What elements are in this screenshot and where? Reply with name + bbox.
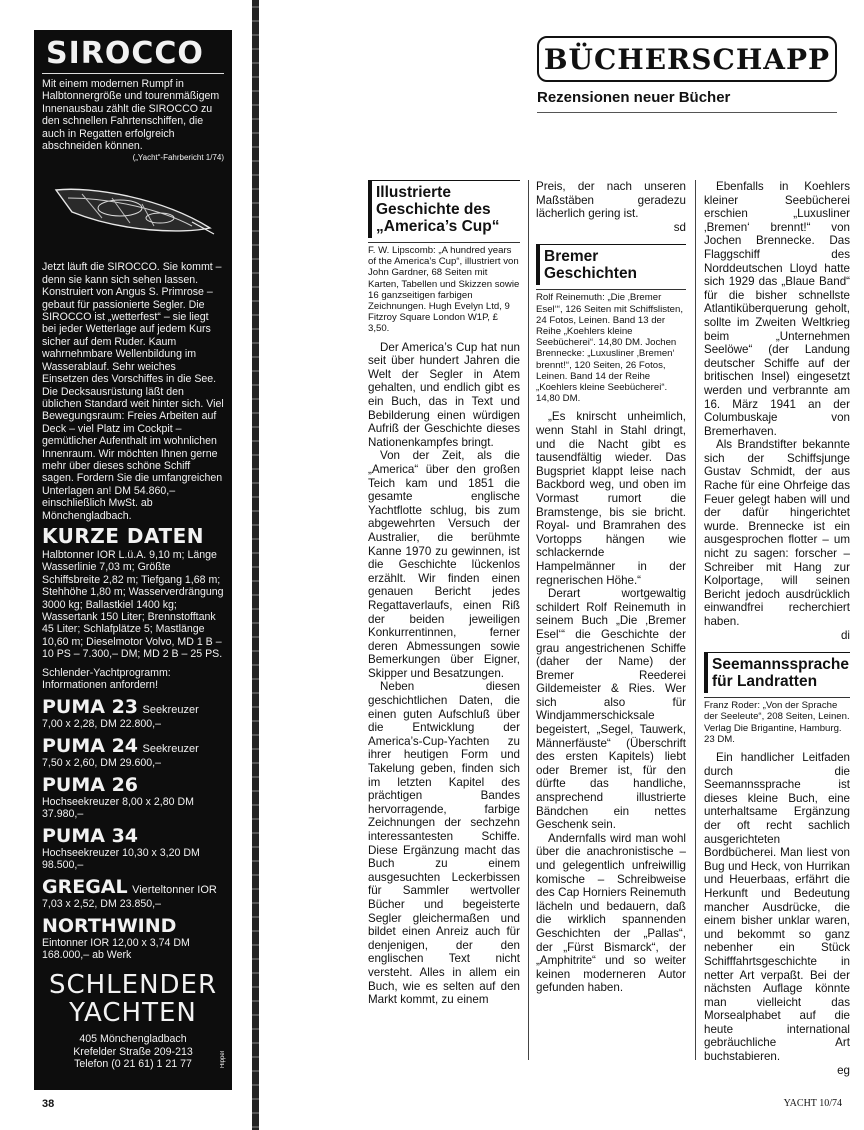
ad-source: („Yacht“-Fahrbericht 1/74) [132,153,224,163]
model-spec: Hochseekreuzer 8,00 x 2,80 DM 37.980,– [42,796,194,821]
issue-label: YACHT 10/74 [783,1098,842,1109]
ad-body: Jetzt läuft die SIROCCO. Sie kommt – denn sie kann sich sehen lassen. Konstruiert von Angus S. Primrose – gebaut für passionierte Segler. Die SIROCCO ist „wetterfest“ – sie liegt bei jeder Wetterlage auf jedem Kurs sicher auf dem Ruder. Kaum wahrnehmbare Wellenbildung im Wasserablauf. Sehr weiches Einsetzen des Vorschiffes in die See. Die Decksausrüstung läßt den üblichen Standard weit hinter sich. Viel Bewegungsraum: Freies Arbeiten auf Deck – viel Platz im Cockpit – gemütlicher Aufenthalt im wohnlichen Innenraum. Wir möchten Ihnen gerne mehr über dieses schöne Schiff sagen. Fordern Sie die umfangreichen Unterlagen an! DM 54.860,– einschließlich MwSt. ab Mönchengladbach. [42,261,224,522]
review-paragraph: Ein handlicher Leitfaden durch die Seemannssprache ist dieses kleine Buch, eine unterhaltsame Ergänzung der oft recht sachlich ausgerichteten Bordbücherei. Man liest von Bug und Heck, von Hurrikan und Heuerbaas, erfährt die Herkunft und Bedeutung mancher Ausdrücke, die einem bisher unklar waren, und bekommt so ganz nebenher ein Stück Schifffahrtsgeschichte in netter Art verpaßt. Bei der nächsten Auflage könnte man vielleicht das Morsealphabet auf die heute international gebräuchliche Art buchstabieren. [704,751,850,1064]
model-name: PUMA 23 [42,696,139,719]
model-entry [42,876,224,910]
model-entry [42,696,224,730]
review-title: Illustrierte Geschichte des „America’s Cup“ [376,184,500,235]
model-name: GREGAL [42,876,128,899]
column-2 [536,180,686,995]
model-type: Vierteltonner IOR [132,884,217,897]
review-paragraph: Preis, der nach unseren Maßstäben geradezu lächerlich gering ist. [536,180,686,221]
model-spec: Hochseekreuzer 10,30 x 3,20 DM 98.500,– [42,847,200,872]
artist-signature: Hippel [220,1050,226,1068]
review-paragraph: „Es knirscht unheimlich, wenn Stahl in Stahl dringt, und die Nacht gibt es tausendfältig wieder. Das Bugspriet klappt leise nach Backbord weg, und oben im Vormast rumort die Bramstenge, bis sie bricht. Royal- und Bramrahen des Vortopps hängen wie schlackernde Hampelmänner in der regnerischen Höhe.“ [536,410,686,587]
model-spec: 7,00 x 2,28, DM 22.800,– [42,718,161,731]
masthead-rule [537,112,837,113]
review-heading [704,652,850,693]
review-bibliography: F. W. Lipscomb: „A hundred years of the America’s Cup“, illustriert von John Gardner, 68 Seiten mit Karten, Tabellen und Skizzen sowie 16 ganzseitigen farbigen Zeichnungen. Hugh Evelyn Ltd, 9 Fitzroy Square London W1P, £ 3,50. [368,242,520,335]
review-author-initials: sd [673,220,686,234]
column-rule [528,180,529,1060]
review-bibliography: Franz Roder: „Von der Sprache der Seeleute“, 208 Seiten, Leinen. Verlag Die Brigantine, Hamburg. 23 DM. [704,697,850,745]
model-spec: 7,03 x 2,52, DM 23.850,– [42,898,161,911]
schlender-logo [42,971,224,1027]
column-rule [695,180,696,1060]
ad-address [42,1033,224,1070]
model-name: PUMA 24 [42,735,139,758]
kurze-daten-text: Halbtonner IOR L.ü.A. 9,10 m; Länge Wasserlinie 7,03 m; Größte Schiffsbreite 2,82 m; Tiefgang 1,68 m; Stehhöhe 1,80 m; Wasserverdrängung 3000 kg; Ballastkiel 1400 kg; Wassertank 150 Liter; Brennstofftank 45 Liter; Schlafplätze 5; Mastlänge 10,60 m; Dieselmotor Volvo, MD 1 B – 10 PS – 7.300,– DM; MD 2 B – 25 PS. [42,548,224,661]
model-entry [42,735,224,769]
review-paragraph: Als Brandstifter bekannte sich der Schiffsjunge Gustav Schmidt, der aus Rache für eine Ohrfeige das Feuer gelegt haben will und der dafür hingerichtet wurde. Brennecke ist ein ausgesprochen flotter – um nicht zu sagen: forscher – Schreiber mit Hang zur Kolportage, will seinen Bericht jedoch ausdrücklich einwandfrei recherchiert haben. [704,438,850,628]
review-title: Bremer Geschichten [544,248,638,283]
address-line: 405 Mönchengladbach [79,1033,187,1046]
model-type: Seekreuzer [142,704,199,717]
column-1 [368,180,520,1007]
review-paragraph: Andernfalls wird man wohl über die anachronistische – und gelegentlich unfreiwillig komische – Schreibweise des Cap Horniers Reinemuth lächeln und bedauern, daß die wirklich spannenden Geschichten der „Pallas“, der „Fürst Bismarck“, der „Amphitrite“ und so weiter keinen moderneren Autor gefunden haben. [536,831,686,995]
review-bibliography: Rolf Reinemuth: „Die ‚Bremer Esel‘“, 126 Seiten mit Schiffslisten, 24 Fotos, Leinen. Band 13 der Reihe „Koehlers kleine Seebücherei“. 14,80 DM. Jochen Brennecke: „Luxusliner ‚Bremen‘ brennt!“, 120 Seiten, 26 Fotos, Leinen. Band 14 der Reihe „Koehlers kleine Seebücherei“. 14,80 DM. [536,289,686,404]
model-spec: 7,50 x 2,60, DM 29.600,– [42,757,161,770]
model-name: NORTHWIND [42,915,177,938]
logo-line: YACHTEN [69,998,197,1029]
model-entry [42,915,224,961]
kurze-daten-heading: KURZE DATEN [42,523,204,548]
logo-line: SCHLENDER [48,970,218,1001]
model-spec: Eintonner IOR 12,00 x 3,74 DM 168.000,– ab Werk [42,937,190,962]
ad-programm: Schlender-Yachtprogramm: Informationen anfordern! [42,666,171,692]
review-paragraph: Von der Zeit, als die „America“ über den großen Teich kam und 1851 die gesamte englische Yachtflotte schlug, bis zum abgewehrten Versuch der Australier, die berühmte Kanne 1970 zu gewinnen, ist die Geschichte lückenlos erzählt. Wir finden einen genauen Bericht jedes Regattaverlaufs, einen Riß der beiden jeweiligen Konkurrentinnen, ferner deren Abmessungen sowie Bemerkungen über Eigner, Skipper und Besatzungen. [368,449,520,680]
address-line: Telefon (0 21 61) 1 21 77 [74,1058,192,1071]
review-heading [536,244,686,285]
review-heading [368,180,520,238]
page-number: 38 [42,1098,55,1110]
ad-brand: SIROCCO [46,36,204,71]
sirocco-advertisement [34,30,232,1090]
model-name: PUMA 34 [42,825,139,848]
model-entry [42,825,224,871]
yacht-illustration [42,168,222,250]
review-paragraph: Ebenfalls in Koehlers kleiner Seebücherei erschien „Luxusliner ‚Bremen‘ brennt!“ von Jochen Brennecke. Das Flaggschiff des Norddeutschen Lloyd hatte sich 1929 das „Blaue Band“ für die bisher schnellste Atlantiküberquerung geholt, sollte im Zweiten Weltkrieg beim „Unternehmen Seelöwe“ (der Landung deutscher Schiffe auf der britischen Insel) eingesetzt werden und verbrannte am 16. März 1941 an der Columbuskaje von Bremerhaven. [704,180,850,438]
review-paragraph: Der America’s Cup hat nun seit über hundert Jahren die Welt der Segler in Atem gehalten, und endlich gibt es ein Buch, das in Text und Bebilderung einen würdigen Aufriß der Geschichte dieses Nationenkampfes bringt. [368,340,520,449]
ad-rule [42,73,224,74]
review-paragraph: Derart wortgewaltig schildert Rolf Reinemuth in seinem Buch „Die ‚Bremer Esel‘“ die Geschichte der grau angestrichenen Schiffe (daher der Name) der Bremer Reederei Gildemeister & Ries. Wer sich also für Windjammerschicksale begeistert, „Segel, Tauwerk, Männerfäuste“ (Überschrift des ersten Kapitels) liebt oder Bremer ist, für den dürfte das handliche, ansprechend illustrierte Bändchen ein nettes Geschenk sein. [536,587,686,832]
model-type: Seekreuzer [142,743,199,756]
page-gutter [252,0,259,1130]
review-title: Seemannssprache für Landratten [712,656,849,691]
section-subtitle: Rezensionen neuer Bücher [537,89,731,106]
model-entry [42,774,224,820]
review-author-initials: di [840,628,850,642]
review-paragraph: Neben diesen geschichtlichen Daten, die einen guten Aufschluß über die Entwicklung der America’s-Cup-Yachten zu ihrer heutigen Form und Takelung geben, finden sich im letzten Kapitel des prächtigen Bandes hervorragende, farbige Zeichnungen der sechzehn interessantesten Schiffe. Diese Ergänzung macht das Buch zu einem ausgesuchten Leckerbissen für Sammler wertvoller Bücher und begeisterte Segler gleichermaßen und bildet einen Anreiz auch für denjenigen, der den englischen Text nicht versteht. Alles in allem ein Buch, wie es selten auf den Markt kommt, zu einem [368,680,520,1007]
model-name: PUMA 26 [42,774,139,797]
column-3 [704,180,850,1077]
review-author-initials: eg [837,1063,850,1077]
section-masthead [537,36,837,82]
masthead-title: BÜCHERSCHAPP [543,42,831,76]
ad-intro: Mit einem modernen Rumpf in Halbtonnergröße und tourenmäßigem Innenausbau zählt die SIROCCO zu den schnellen Fahrtenschiffen, die auch in Regatten erfolgreich abschneiden können. [42,78,220,153]
address-line: Krefelder Straße 209-213 [73,1045,193,1058]
